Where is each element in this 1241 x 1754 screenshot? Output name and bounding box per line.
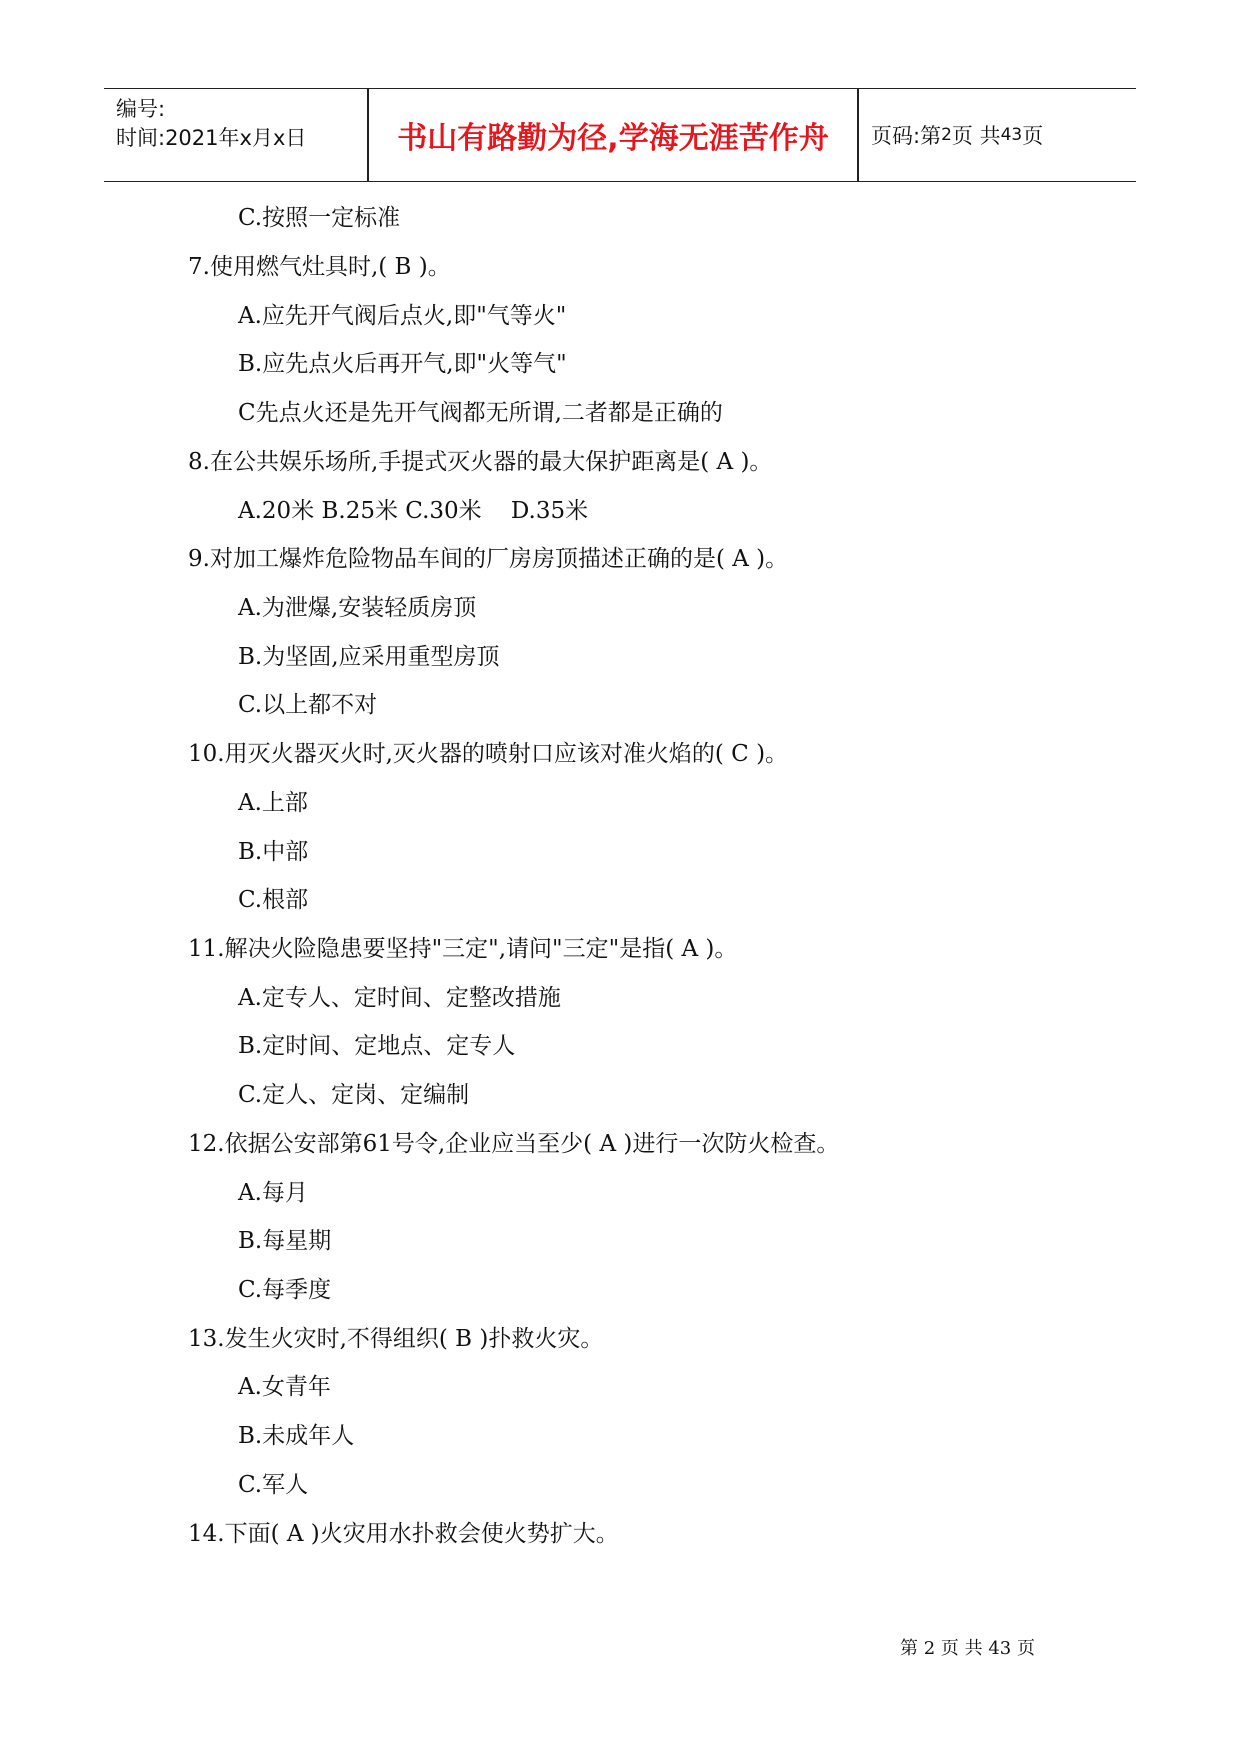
option-line: C.以上都不对 xyxy=(238,692,378,718)
option-line: B.每星期 xyxy=(238,1228,332,1254)
page-end: 页 xyxy=(1022,124,1044,148)
question-line: 13.发生火灾时,不得组织( B )扑救火灾。 xyxy=(188,1326,604,1352)
option-line: B.应先点火后再开气,即"火等气" xyxy=(238,351,567,377)
page-header xyxy=(104,88,1136,182)
date-label: 时间:2021年x月x日 xyxy=(116,126,307,150)
question-line: 14.下面( A )火灾用水扑救会使火势扩大。 xyxy=(188,1521,619,1547)
question-line: 9.对加工爆炸危险物品车间的厂房房顶描述正确的是( A )。 xyxy=(188,546,789,572)
serial-number-label: 编号: xyxy=(116,97,166,121)
question-line: 11.解决火险隐患要坚持"三定",请问"三定"是指( A )。 xyxy=(188,936,738,962)
option-line: B.定时间、定地点、定专人 xyxy=(238,1033,516,1059)
question-line: 12.依据公安部第61号令,企业应当至少( A )进行一次防火检查。 xyxy=(188,1131,840,1157)
option-line: C.军人 xyxy=(238,1472,309,1498)
header-page-info xyxy=(871,89,1043,181)
question-line: 8.在公共娱乐场所,手提式灭火器的最大保护距离是( A )。 xyxy=(188,449,773,475)
page-label: 页码:第 xyxy=(871,124,942,148)
option-line: A.上部 xyxy=(238,790,308,816)
header-divider xyxy=(367,89,369,181)
option-line: B.未成年人 xyxy=(238,1423,355,1449)
question-line: 7.使用燃气灶具时,( B )。 xyxy=(188,254,451,280)
option-line: B.为坚固,应采用重型房顶 xyxy=(238,644,500,670)
header-divider xyxy=(857,89,859,181)
option-line: C.按照一定标准 xyxy=(238,205,401,231)
option-line: C.每季度 xyxy=(238,1277,332,1303)
option-line: A.应先开气阀后点火,即"气等火" xyxy=(238,303,567,329)
option-line: C.根部 xyxy=(238,887,309,913)
option-line: A.20米 B.25米 C.30米 D.35米 xyxy=(238,498,589,524)
page-mid: 页 共 xyxy=(951,124,1001,148)
page-footer: 第 2 页 共 43 页 xyxy=(900,1638,1035,1659)
option-line: B.中部 xyxy=(238,839,309,865)
question-line: 10.用灭火器灭火时,灭火器的喷射口应该对准火焰的( C )。 xyxy=(188,741,789,767)
option-line: A.定专人、定时间、定整改措施 xyxy=(238,985,561,1011)
option-line: C先点火还是先开气阀都无所谓,二者都是正确的 xyxy=(238,400,723,426)
option-line: A.女青年 xyxy=(238,1374,331,1400)
option-line: C.定人、定岗、定编制 xyxy=(238,1082,470,1108)
option-line: A.每月 xyxy=(238,1180,308,1206)
header-meta xyxy=(116,95,306,153)
header-motto: 书山有路勤为径,学海无涯苦作舟 xyxy=(397,121,829,156)
page-number: 2 xyxy=(941,125,952,145)
option-line: A.为泄爆,安装轻质房顶 xyxy=(238,595,477,621)
page-total: 43 xyxy=(1000,125,1023,145)
